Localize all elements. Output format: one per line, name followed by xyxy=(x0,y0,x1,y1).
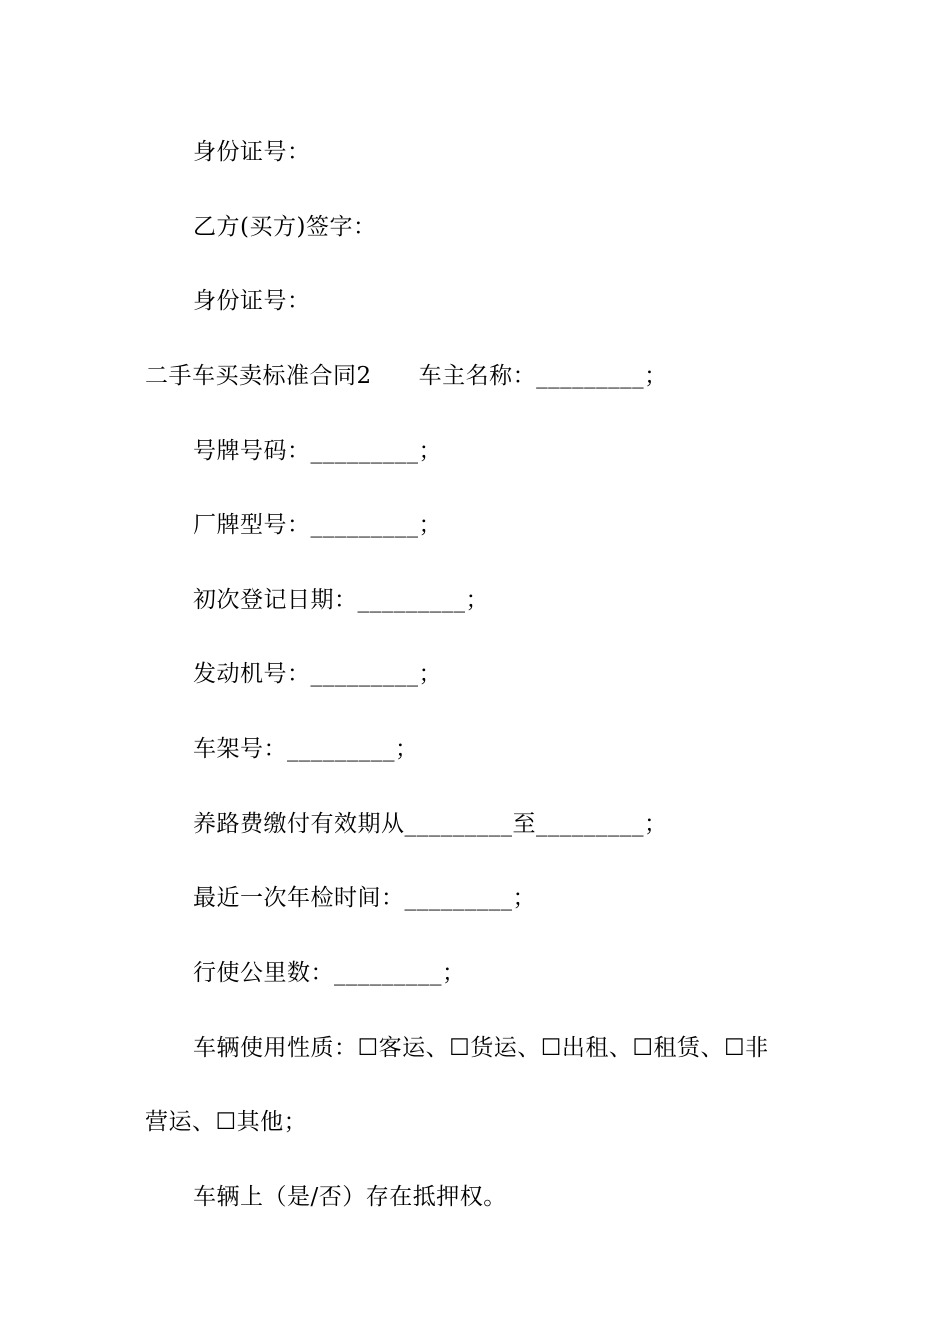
first-registration-date-field: 初次登记日期：_________； xyxy=(193,587,489,613)
vehicle-usage-type-line1: 车辆使用性质：☐客运、☐货运、☐出租、☐租赁、☐非 xyxy=(193,1035,769,1061)
chassis-number-field: 车架号：_________； xyxy=(193,736,419,762)
vehicle-usage-type-line2: 营运、☐其他； xyxy=(145,1109,308,1135)
buyer-id-number-label: 身份证号： xyxy=(193,288,311,314)
contract-title-owner-name: 二手车买卖标准合同2 车主名称：_________； xyxy=(145,363,668,389)
buyer-signature-label: 乙方(买方)签字： xyxy=(193,214,377,240)
last-inspection-date-field: 最近一次年检时间：_________； xyxy=(193,885,536,911)
mileage-field: 行使公里数：_________； xyxy=(193,960,466,986)
engine-number-field: 发动机号：_________； xyxy=(193,661,442,687)
brand-model-field: 厂牌型号：_________； xyxy=(193,512,442,538)
seller-id-number-label: 身份证号： xyxy=(193,139,311,165)
mortgage-status-line: 车辆上（是/否）存在抵押权。 xyxy=(193,1184,507,1210)
road-fee-validity-field: 养路费缴付有效期从_________至_________； xyxy=(193,811,668,837)
plate-number-field: 号牌号码：_________； xyxy=(193,438,442,464)
